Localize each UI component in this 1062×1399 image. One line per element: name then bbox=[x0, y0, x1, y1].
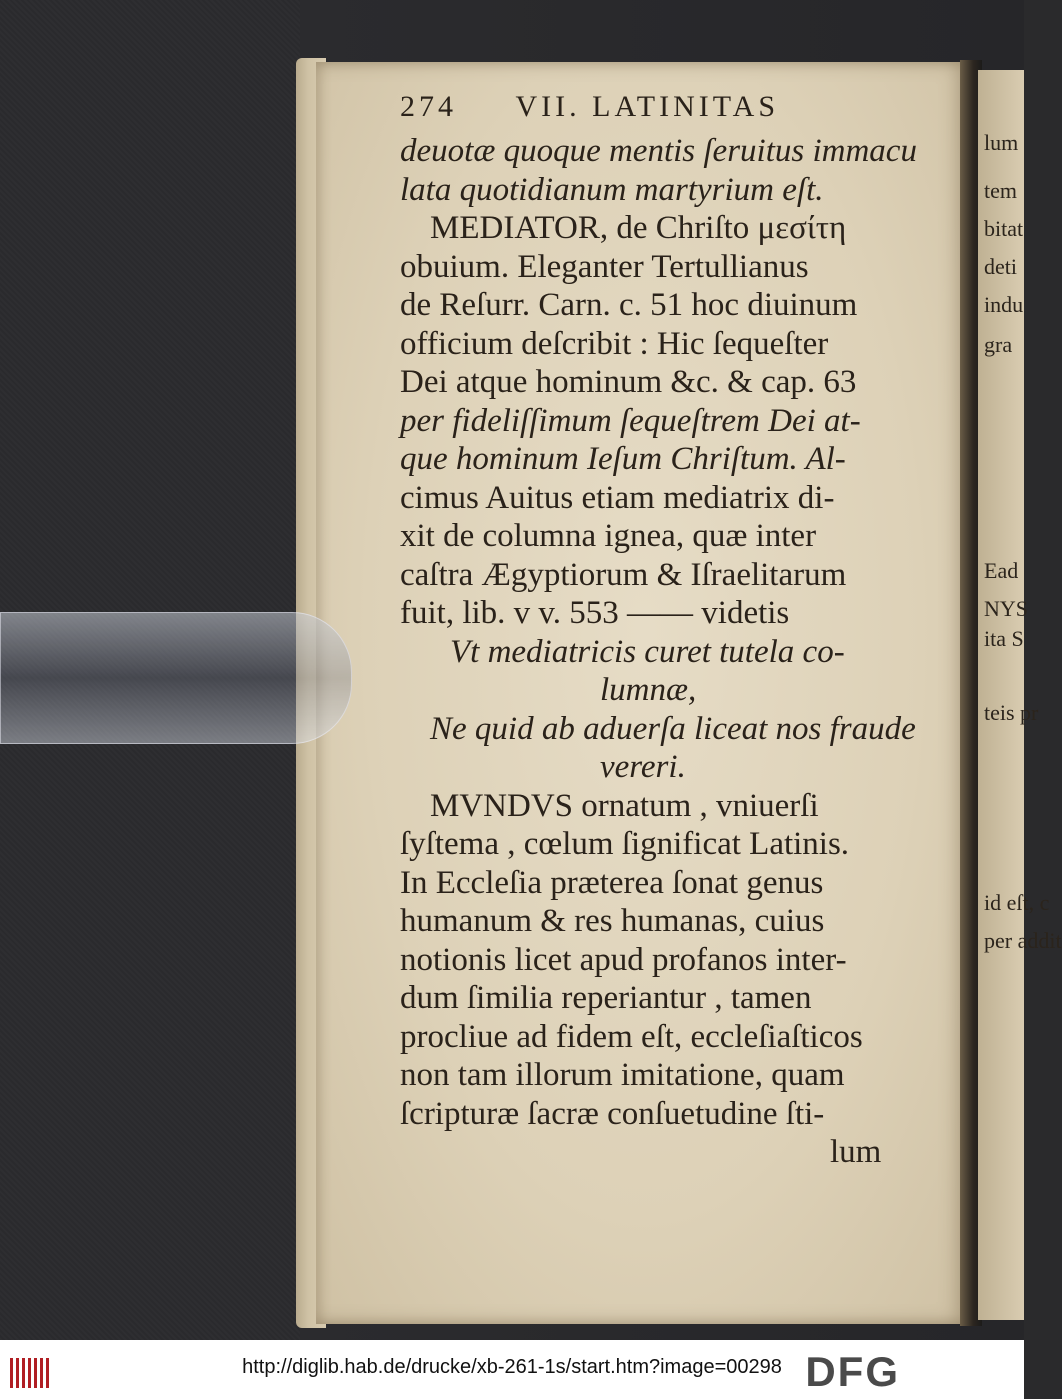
text-line: cimus Auitus etiam mediatrix di- bbox=[400, 479, 835, 516]
text-line: MVNDVS ornatum , vniuerſi bbox=[430, 787, 819, 824]
text-line: Ne quid ab aduerſa liceat nos fraude bbox=[430, 710, 916, 747]
text-line: officium deſcribit : Hic ſequeſter bbox=[400, 325, 829, 362]
facing-page-text: ita S bbox=[984, 626, 1024, 651]
text-line: In Eccleſia præterea ſonat genus bbox=[400, 864, 824, 901]
text-line: ſyſtema , cœlum ſignificat Latinis. bbox=[400, 826, 850, 862]
text-line: caſtra Ægyptiorum & Iſraelitarum bbox=[400, 556, 847, 593]
facing-page-text: NYS bbox=[984, 596, 1029, 621]
running-title: VII. LATINITAS bbox=[515, 90, 780, 123]
viewer-footer bbox=[0, 1340, 1024, 1399]
facing-page-text: indu bbox=[984, 292, 1024, 317]
text-line: lum bbox=[830, 1134, 882, 1170]
facing-page-text: deti bbox=[984, 254, 1017, 279]
text-line: dum ſimilia reperiantur , tamen bbox=[400, 980, 812, 1016]
text-line: per fideliſſimum ſequeſtrem Dei at- bbox=[400, 402, 861, 439]
text-line: lumnæ, bbox=[600, 672, 697, 708]
text-line: fuit, lib. v v. 553 —— videtis bbox=[400, 595, 790, 631]
facing-page-text: per addit bbox=[984, 928, 1062, 953]
facing-page-text: tem bbox=[984, 178, 1017, 203]
text-line: de Reſurr. Carn. c. 51 hoc diuinum bbox=[400, 287, 858, 323]
text-line: Dei atque hominum &c. & cap. 63 bbox=[400, 364, 857, 400]
facing-page-text: lum bbox=[984, 130, 1019, 155]
text-line: MEDIATOR, de Chriſto μεσίτη bbox=[430, 210, 847, 246]
page-number: 274 bbox=[400, 90, 457, 123]
text-line: non tam illorum imitatione, quam bbox=[400, 1057, 845, 1093]
text-line: obuium. Eleganter Tertullianus bbox=[400, 248, 809, 285]
text-line: humanum & res humanas, cuius bbox=[400, 903, 825, 939]
text-line: vereri. bbox=[600, 749, 686, 785]
facing-page-text: gra bbox=[984, 332, 1013, 357]
facing-page-text: id eſt, c bbox=[984, 890, 1050, 915]
text-line: notionis licet apud profanos inter- bbox=[400, 941, 847, 978]
source-url[interactable]: http://diglib.hab.de/drucke/xb-261-1s/start.htm?image=00298 bbox=[242, 1356, 782, 1378]
running-header bbox=[400, 90, 779, 124]
facing-page-fragment bbox=[978, 70, 1062, 1320]
text-line: xit de columna ignea, quæ inter bbox=[400, 518, 817, 554]
text-line: que hominum Ieſum Chriſtum. Al- bbox=[400, 441, 846, 477]
text-line: ſcripturæ ſacræ conſuetudine ſti- bbox=[400, 1095, 825, 1132]
text-line: lata quotidianum martyrium eſt. bbox=[400, 171, 824, 208]
transparent-page-holder bbox=[0, 612, 352, 744]
dfg-logo: DFG bbox=[805, 1348, 900, 1395]
text-line: procliue ad fidem eſt, eccleſiaſticos bbox=[400, 1018, 863, 1055]
facing-page-text: bitat bbox=[984, 216, 1024, 241]
facing-page-text: Ead bbox=[984, 558, 1019, 583]
text-line: deuotæ quoque mentis ſeruitus immacu bbox=[400, 133, 917, 169]
facing-page-text: teis pr bbox=[984, 700, 1039, 725]
text-line: Vt mediatricis curet tutela co- bbox=[450, 633, 845, 670]
